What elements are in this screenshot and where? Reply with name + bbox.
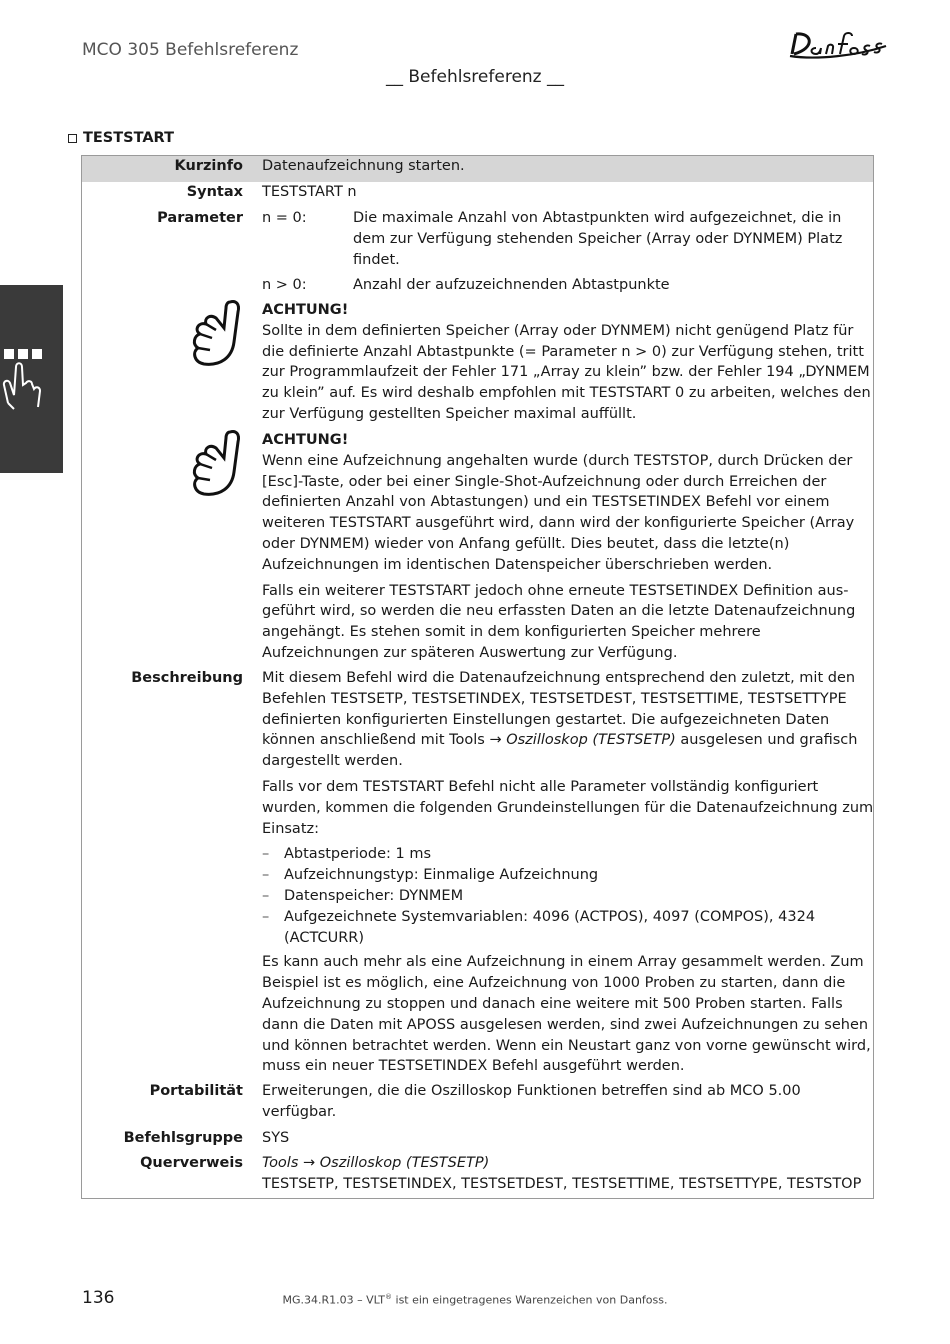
warning-text-continued: Falls ein weiterer TESTSTART jedoch ohne erneute TESTSETINDEX Definition aus-geführt wird, so werden die neu erfassten Daten an die letzte Datenaufzeichnung angehängt. Es stehen somit in dem konfigurierten Speicher mehrere Aufzeichnungen zur späteren Auswertung zur Verfügung.: [262, 582, 856, 661]
warning-title: ACHTUNG!: [262, 432, 349, 448]
warning-box: [262, 430, 874, 664]
kurzinfo-text: Datenaufzeichnung starten.: [262, 158, 465, 174]
beschreibung-p1-start: Mit diesem Befehl wird die Datenaufzeichnung entsprechend den zuletzt, mit den Befehlen TESTSETP, TESTSETINDEX, TESTSETDEST, TESTSETTIME, TESTSETTYPE definierten konfigurierten Einstellungen gestartet. Die aufgezeichneten Daten können anschließend mit Tools →: [262, 670, 856, 749]
checkbox-square-icon: [68, 134, 77, 143]
command-name: TESTSTART: [83, 130, 174, 146]
danfoss-logo: [786, 26, 890, 62]
param-desc: Die maximale Anzahl von Abtastpunkten wird aufgezeichnet, die in dem zur Verfügung stehenden Speicher (Array oder DYNMEM) Platz findet.: [353, 210, 843, 268]
portabilitaet-text: Erweiterungen, die die Oszilloskop Funktionen betreffen sind ab MCO 5.00 verfügbar.: [262, 1083, 801, 1120]
footer-doc-id: MG.34.R1.03 – VLT: [282, 1293, 386, 1307]
section-title: __ Befehlsreferenz __: [385, 67, 565, 87]
parameter-label: Parameter: [157, 210, 243, 226]
list-item: – Abtastperiode: 1 ms: [262, 844, 874, 865]
beschreibung-paragraph: Falls vor dem TESTSTART Befehl nicht alle Parameter vollständig konfiguriert wurden, kommen die folgenden Grundeinstellungen für die Datenaufzeichnung zum Einsatz:: [262, 778, 874, 837]
warning-title: ACHTUNG!: [262, 302, 349, 318]
syntax-text: TESTSTART n: [262, 184, 357, 200]
param-key: n > 0:: [262, 277, 307, 293]
portabilitaet-label: Portabilität: [149, 1083, 243, 1099]
document-title: MCO 305 Befehlsreferenz: [82, 40, 299, 60]
default-settings-list: [262, 844, 874, 948]
warning-box: [262, 300, 874, 425]
befehlsgruppe-text: SYS: [262, 1130, 290, 1146]
querverweis-text: [262, 1153, 874, 1195]
list-item: – Aufgezeichnete Systemvariablen: 4096 (ACTPOS), 4097 (COMPOS), 4324 (ACTCURR): [262, 907, 874, 949]
beschreibung-p1-end: ausgelesen und grafisch dargestellt werden.: [262, 732, 858, 770]
befehlsgruppe-label: Befehlsgruppe: [123, 1130, 243, 1146]
beschreibung-label: Beschreibung: [131, 670, 243, 686]
warning-text: Wenn eine Aufzeichnung angehalten wurde (durch TESTSTOP, durch Drücken der [Esc]-Taste, oder bei einer Single-Shot-Aufzeichnung oder durch Erreichen der definierten Anzahl von Abtastungen) und ein TESTSETINDEX Befehl vor einem weiteren TESTSTART ausgeführt wird, dann wird der konfigurierte Speicher (Array oder DYNMEM) wieder von Anfang gefüllt. Dies beutet, dass die letzte(n) Aufzeichnungen im identischen Datenspeicher überschrieben werden.: [262, 452, 855, 573]
warning-hand-icon: [190, 428, 244, 498]
registered-mark: ®: [385, 1293, 393, 1301]
footer-trademark-note: ist ein eingetragenes Warenzeichen von Danfoss.: [392, 1293, 668, 1307]
querverweis-commands: TESTSETP, TESTSETINDEX, TESTSETDEST, TESTSETTIME, TESTSETTYPE, TESTSTOP: [262, 1175, 862, 1192]
beschreibung-text: [262, 668, 874, 1077]
beschreibung-paragraph: [262, 668, 874, 772]
command-heading: [68, 130, 174, 146]
warning-hand-icon: [190, 298, 244, 368]
param-desc: Anzahl der aufzuzeichnenden Abtastpunkte: [353, 277, 670, 293]
beschreibung-paragraph: Es kann auch mehr als eine Aufzeichnung in einem Array gesammelt werden. Zum Beispiel ist es möglich, eine Aufzeichnung von 1000 Proben zu starten, dann die Aufzeichnung zu stoppen und danach eine weitere mit 500 Proben starten. Falls dann die Daten mit APOSS ausgelesen werden, sind zwei Aufzeichnungen zu sehen und können betrachtet werden. Wenn ein Neustart ganz von vorne gewünscht wird, muss ein neuer TESTSETINDEX Befehl ausgeführt werden.: [262, 954, 871, 1075]
warning-text: Sollte in dem definierten Speicher (Array oder DYNMEM) nicht genügend Platz für die definierte Anzahl Abtastpunkte (= Parameter n > 0) zur Verfügung stehen, tritt zur Programmlaufzeit der Fehler 171 „Array zu klein” bzw. der Fehler 194 „DYNMEM zu klein” auf. Es wird deshalb empfohlen mit TESTSTART 0 zu arbeiten, welches den zur Verfügung gestellten Speicher maximal auffüllt.: [262, 322, 871, 422]
page-number: 136: [82, 1288, 115, 1308]
kurzinfo-label: Kurzinfo: [174, 158, 243, 174]
list-item: – Aufzeichnungstyp: Einmalige Aufzeichnung: [262, 865, 874, 886]
querverweis-tools-link: Tools → Oszilloskop (TESTSETP): [262, 1155, 490, 1171]
hand-pointer-icon: [0, 285, 63, 473]
chapter-side-tab: [0, 285, 63, 473]
footer-text: [0, 1293, 950, 1307]
querverweis-label: Querverweis: [140, 1155, 243, 1171]
syntax-label: Syntax: [186, 184, 243, 200]
list-item: – Datenspeicher: DYNMEM: [262, 886, 874, 907]
oszilloskop-reference: Oszilloskop (TESTSETP): [506, 732, 676, 749]
param-key: n = 0:: [262, 210, 307, 226]
